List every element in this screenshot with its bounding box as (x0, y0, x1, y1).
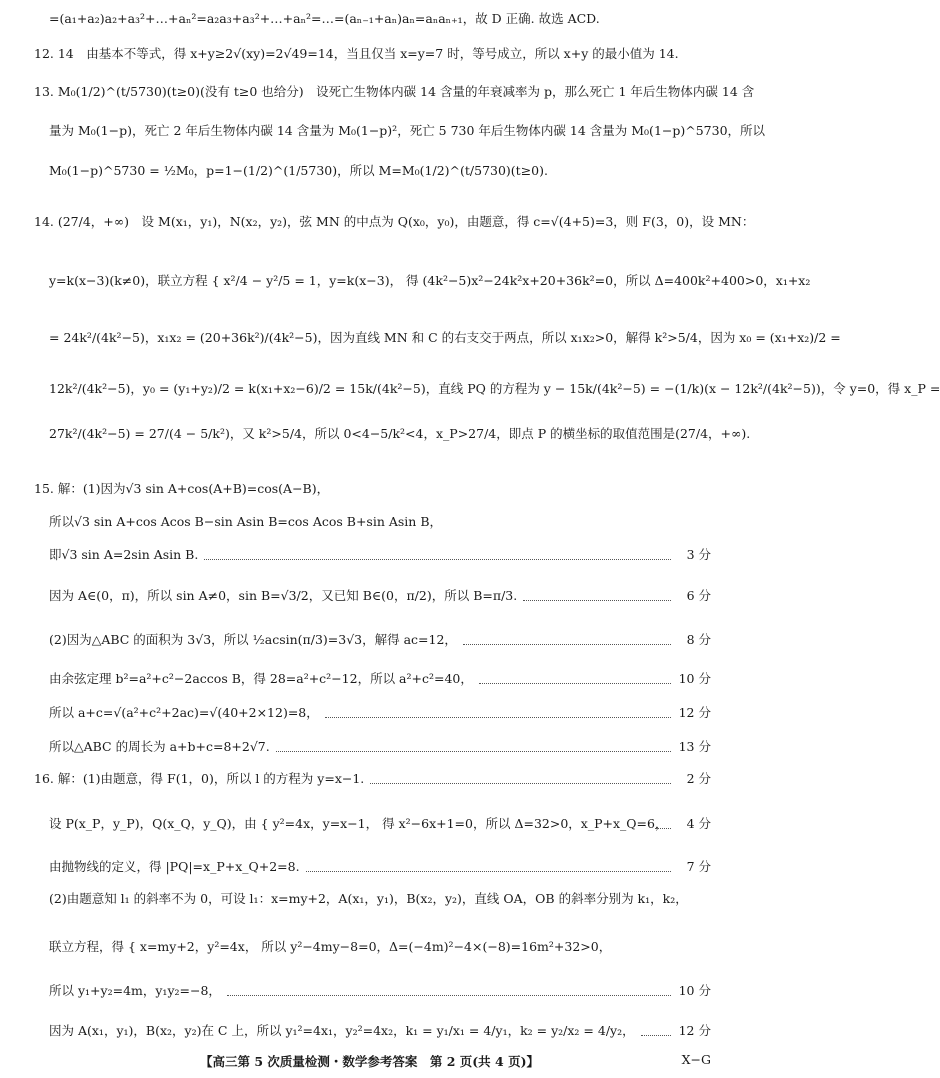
text-line: 因为 A∈(0，π)，所以 sin A≠0，sin B=√3/2，又已知 B∈(0，π/2)，所以 B=π/3. (49, 588, 518, 603)
text-line: 16. 解：(1)由题意，得 F(1，0)，所以 l 的方程为 y=x−1. (34, 771, 365, 786)
score-points: 10 分 (678, 983, 711, 998)
score-points: 4 分 (686, 816, 711, 831)
footer-code: X−G (681, 1052, 711, 1067)
dotted-leader (370, 783, 671, 784)
dotted-leader (276, 751, 671, 752)
score-points: 8 分 (686, 632, 711, 647)
text-line: 所以△ABC 的周长为 a+b+c=8+2√7. (49, 739, 270, 754)
text-line: 12. 14 由基本不等式，得 x+y≥2√(xy)=2√49=14，当且仅当 x=y=7 时，等号成立，所以 x+y 的最小值为 14. (34, 46, 679, 61)
score-points: 12 分 (678, 705, 711, 720)
text-line: 15. 解：(1)因为√3 sin A+cos(A+B)=cos(A−B)， (34, 481, 330, 496)
score-points: 10 分 (678, 671, 711, 686)
text-line: 联立方程，得 { x=my+2，y²=4x， 所以 y²−4my−8=0，Δ=(−4m)²−4×(−8)=16m²+32>0， (49, 939, 612, 954)
text-line: 14. (27/4，+∞) 设 M(x₁，y₁)，N(x₂，y₂)，弦 MN 的中点为 Q(x₀，y₀)，由题意，得 c=√(4+5)=3，则 F(3，0)，设 MN： (34, 214, 755, 229)
text-line: 设 P(x_P，y_P)，Q(x_Q，y_Q)，由 { y²=4x，y=x−1， 得 x²−6x+1=0，所以 Δ=32>0，x_P+x_Q=6， (49, 816, 668, 831)
dotted-leader (523, 600, 671, 601)
dotted-leader (204, 559, 671, 560)
text-line: 由抛物线的定义，得 |PQ|=x_P+x_Q+2=8. (49, 859, 300, 874)
score-points: 13 分 (678, 739, 711, 754)
text-line: M₀(1−p)^5730 = ½M₀，p=1−(1/2)^(1/5730)，所以 M=M₀(1/2)^(t/5730)(t≥0). (49, 163, 548, 178)
text-line: =(a₁+a₂)a₂+a₃²+…+aₙ²=a₂a₃+a₃²+…+aₙ²=…=(aₙ₋₁+aₙ)aₙ=aₙaₙ₊₁，故 D 正确. 故选 ACD. (49, 11, 600, 26)
dotted-leader (325, 717, 671, 718)
text-line: 由余弦定理 b²=a²+c²−2accos B，得 28=a²+c²−12，所以 a²+c²=40， (49, 671, 473, 686)
text-line: 所以 a+c=√(a²+c²+2ac)=√(40+2×12)=8， (49, 705, 319, 720)
text-line: 12k²/(4k²−5)，y₀ = (y₁+y₂)/2 = k(x₁+x₂−6)/2 = 15k/(4k²−5)，直线 PQ 的方程为 y − 15k/(4k²−5) = −(1/k)(x − 12k²/(4k²−5))，令 y=0，得 x_P = (49, 381, 940, 396)
dotted-leader (227, 995, 671, 996)
dotted-leader (463, 644, 671, 645)
text-line: 27k²/(4k²−5) = 27/(4 − 5/k²)，又 k²>5/4，所以 0<4−5/k²<4，x_P>27/4，即点 P 的横坐标的取值范围是(27/4，+∞). (49, 426, 751, 441)
score-points: 7 分 (686, 859, 711, 874)
text-line: 所以√3 sin A+cos Acos B−sin Asin B=cos Acos B+sin Asin B， (49, 514, 443, 529)
text-line: 因为 A(x₁，y₁)，B(x₂，y₂)在 C 上，所以 y₁²=4x₁，y₂²=4x₂，k₁ = y₁/x₁ = 4/y₁，k₂ = y₂/x₂ = 4/y₂， (49, 1023, 635, 1038)
text-line: y=k(x−3)(k≠0)，联立方程 { x²/4 − y²/5 = 1，y=k(x−3)， 得 (4k²−5)x²−24k²x+20+36k²=0，所以 Δ=400k²+400>0，x₁+x₂ (49, 273, 811, 288)
score-points: 3 分 (686, 547, 711, 562)
text-line: 量为 M₀(1−p)，死亡 2 年后生物体内碳 14 含量为 M₀(1−p)²，死亡 5 730 年后生物体内碳 14 含量为 M₀(1−p)^5730，所以 (49, 123, 766, 138)
dotted-leader (655, 828, 671, 829)
text-line: (2)由题意知 l₁ 的斜率不为 0，可设 l₁：x=my+2，A(x₁，y₁)，B(x₂，y₂)，直线 OA，OB 的斜率分别为 k₁，k₂， (49, 891, 688, 906)
score-points: 12 分 (678, 1023, 711, 1038)
score-points: 2 分 (686, 771, 711, 786)
text-line: 所以 y₁+y₂=4m，y₁y₂=−8， (49, 983, 221, 998)
dotted-leader (306, 871, 671, 872)
text-line: (2)因为△ABC 的面积为 3√3，所以 ½acsin(π/3)=3√3，解得 ac=12， (49, 632, 457, 647)
dotted-leader (641, 1035, 671, 1036)
text-line: 即√3 sin A=2sin Asin B. (49, 547, 199, 562)
score-points: 6 分 (686, 588, 711, 603)
text-line: = 24k²/(4k²−5)，x₁x₂ = (20+36k²)/(4k²−5)，因为直线 MN 和 C 的右支交于两点，所以 x₁x₂>0，解得 k²>5/4，因为 x₀ = (x₁+x₂)/2 = (49, 330, 841, 345)
dotted-leader (479, 683, 671, 684)
page-footer: 【高三第 5 次质量检测・数学参考答案 第 2 页(共 4 页)】 (199, 1054, 540, 1069)
text-line: 13. M₀(1/2)^(t/5730)(t≥0)(没有 t≥0 也给分) 设死亡生物体内碳 14 含量的年衰减率为 p，那么死亡 1 年后生物体内碳 14 含 (34, 84, 755, 99)
